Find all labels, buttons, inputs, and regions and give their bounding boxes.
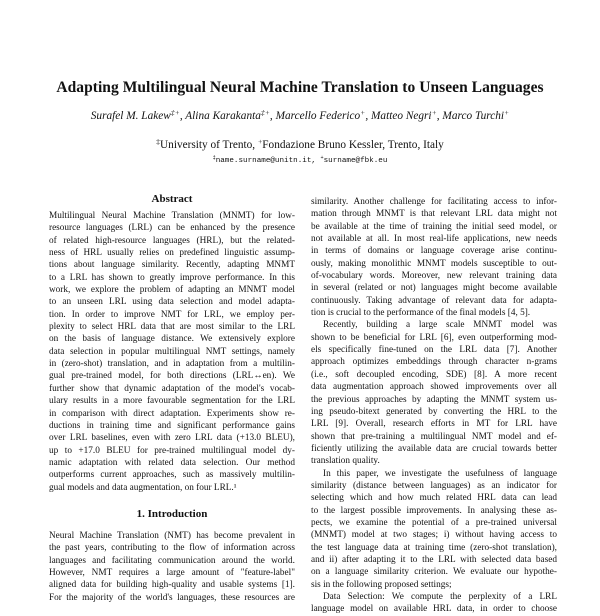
- text-line: However, NMT requires a large amount of "feature-label": [49, 568, 295, 579]
- section-heading-introduction: 1. Introduction: [136, 508, 208, 520]
- text-line: ness of HRL usually relies on predefined linguistic assump-: [49, 248, 295, 259]
- text-line: tions about language similarity. Recently, adapting MNMT: [49, 260, 295, 271]
- text-line: up to +17.0 BLEU for pre-trained multilingual model dy-: [49, 445, 295, 456]
- text-line: resource languages (LRL) can be enhanced by the presence: [49, 223, 295, 234]
- author-list: [0, 107, 600, 122]
- text-line: be available at the time of training the initial seed model, or: [311, 221, 557, 232]
- abstract-body: [49, 210, 295, 494]
- author: Alina Karakanta‡+,: [185, 107, 276, 122]
- author: Surafel M. Lakew‡+,: [90, 107, 186, 122]
- text-line: in several (related or not) languages might become available: [311, 283, 557, 294]
- author: Matteo Negri+,: [371, 107, 443, 122]
- text-line: data augmentation approach showed improvements over all: [311, 382, 557, 393]
- text-line: the past years, contributing to the flow of information across: [49, 543, 295, 554]
- text-line: aligned data for building high-quality and usable systems [1].: [49, 580, 295, 591]
- text-line: translation quality.: [311, 456, 380, 467]
- text-line: shown that pre-training a multilingual NMT model and ef-: [311, 431, 557, 442]
- text-line: in terms of domains or language coverage arise continu-: [311, 246, 557, 257]
- text-line: shown to be beneficial for LRL [6], even outperforming mod-: [311, 332, 557, 343]
- text-line: not available at all. In most real-life applications, new needs: [311, 234, 557, 245]
- text-line: Data Selection: We compute the perplexity of a LRL: [323, 592, 557, 602]
- text-line: on a language similarity criterion. We evaluate our hypothe-: [311, 567, 557, 578]
- text-line: Recently, building a large scale MNMT model was: [323, 320, 557, 331]
- text-line: Multilingual Neural Machine Translation (MNMT) for low-: [49, 211, 295, 221]
- text-line: further show that dynamic adaptation of the model's vocab-: [49, 383, 295, 394]
- affiliations: ‡University of Trento, +Fondazione Bruno Kessler, Trento, Italy: [156, 136, 444, 151]
- author-emails: ‡name.surname@unitn.it, +surname@fbk.eu: [212, 155, 388, 165]
- text-line: outperforms current approaches, such as massively multilin-: [49, 470, 295, 481]
- text-line: continuously. Taking advantage of relevant data for adapta-: [311, 295, 557, 306]
- text-line: in comparison with direct adaptation. Experiments show re-: [49, 408, 295, 419]
- text-line: ulary results in a more favourable segmentation for the LRL: [49, 396, 295, 407]
- text-line: languages and facilitating communication around the world.: [49, 555, 295, 566]
- author: Marcello Federico+,: [275, 107, 372, 122]
- text-line: mation through MNMT is that relevant LRL data might not: [311, 209, 557, 220]
- text-line: to a LRL has shown to greatly improve performance. In this: [49, 272, 295, 283]
- text-line: ficiently utilizing the available data are crucial towards better: [311, 443, 557, 454]
- text-line: Neural Machine Translation (NMT) has become prevalent in: [49, 531, 295, 541]
- text-line: the test language data at training time (zero-shot translation),: [311, 542, 557, 553]
- text-line: In this paper, we investigate the usefulness of language: [323, 468, 557, 479]
- text-line: gual models and data augmentation, on four LRL.¹: [49, 482, 237, 493]
- text-line: the previous approaches by adapting the MNMT system us-: [311, 394, 557, 405]
- text-line: (MNMT) model at two stages; i) without having access to: [311, 530, 557, 541]
- text-line: gual pre-trained model, for both directions (LRL↔en). We: [49, 371, 295, 382]
- text-line: data selection in popular multilingual NMT settings, namely: [49, 346, 295, 357]
- author: Marco Turchi+: [442, 107, 510, 122]
- text-line: similarity (distance between languages) as an indicator for: [311, 480, 557, 491]
- text-line: approach optimizes embeddings through character n-grams: [311, 357, 557, 368]
- text-line: pects, we examine the potential of a pre-trained universal: [311, 517, 557, 528]
- abstract-heading: Abstract: [151, 193, 193, 205]
- text-line: plexity to select HRL data that are most similar to the LRL: [49, 322, 295, 333]
- text-line: over LRL baselines, even with zero LRL data (+13.0 BLEU),: [49, 433, 295, 444]
- paper-title: Adapting Multilingual Neural Machine Translation to Unseen Languages: [56, 79, 544, 96]
- text-line: of-vocabulary words. Moreover, new relevant training data: [311, 271, 557, 282]
- text-line: ously, making monolithic MNMT models susceptible to out-: [311, 258, 557, 269]
- text-line: language model on available HRL data, in order to choose: [311, 604, 557, 615]
- introduction-body: [49, 530, 295, 604]
- text-line: tion is crucial to the performance of the final models [4, 5].: [311, 308, 531, 319]
- text-line: ductions in training time and significant performance gains: [49, 420, 295, 431]
- text-line: on the basis of language distance. We extensively explore: [49, 334, 295, 345]
- text-line: els specifically fine-tuned on the LRL data [7]. Another: [311, 345, 557, 356]
- text-line: in (zero-shot) translation, and in adaptation from a multilin-: [49, 359, 295, 370]
- text-line: ing pseudo-bitext generated by converting the HRL to the: [311, 406, 557, 417]
- text-line: namic adaptation with related data selection. Our method: [49, 457, 295, 468]
- text-line: similarity. Another challenge for facilitating access to infor-: [311, 197, 557, 207]
- right-column-body: [311, 196, 557, 616]
- text-line: and ii) after adapting it to the LRL with selected data based: [311, 554, 557, 565]
- text-line: sis in the following proposed settings;: [311, 579, 452, 590]
- text-line: to an unseen LRL using data selection and model adapta-: [49, 297, 295, 308]
- text-line: (i.e., soft decoupled encoding, SDE) [8]. A more recent: [311, 369, 557, 380]
- text-line: of related high-resource languages (HRL), but the related-: [49, 235, 295, 246]
- text-line: For the majority of the world's languages, these resources are: [49, 592, 295, 603]
- text-line: to the largest possible improvements. In analysing these as-: [311, 505, 557, 516]
- text-line: tion. In order to improve NMT for LRL, we employ per-: [49, 309, 295, 320]
- text-line: LRL [9]. Overall, research efforts in MT for LRL have: [311, 419, 557, 430]
- text-line: work, we explore the problem of adapting an MNMT model: [49, 285, 295, 296]
- text-line: selecting which and how much related HRL data can lead: [311, 493, 557, 504]
